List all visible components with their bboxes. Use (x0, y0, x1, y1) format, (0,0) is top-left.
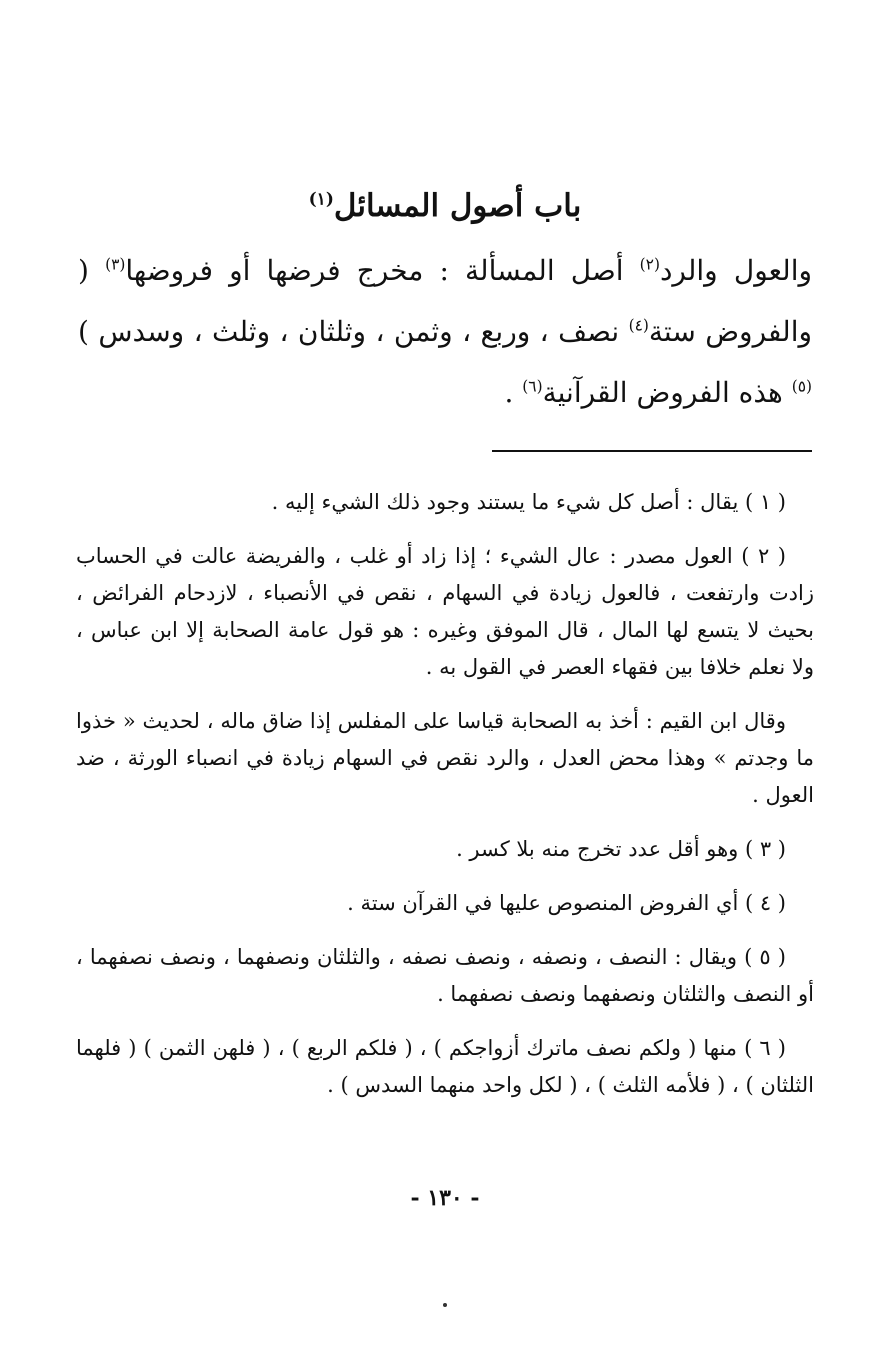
footnotes-section (76, 484, 814, 1121)
footnote-5: ( ٥ ) ويقال : النصف ، ونصفه ، ونصف نصفه ، والثلثان ونصفهما ، ونصف نصفهما ، أو النصف والثلثان ونصفهما ونصف نصفهما . (76, 945, 814, 1006)
main-text-part-3: ( والفروض ستة (78, 254, 813, 348)
main-text-part-2: أصل المسألة : مخرج فرضها أو فروضها (125, 254, 640, 287)
footnote-ref-3: (٣) (105, 255, 126, 274)
main-text-part-4: نصف ، وربع ، وثمن ، وثلثان ، وثلث ، وسدس ) (78, 315, 629, 348)
footnote-4: ( ٤ ) أي الفروض المنصوص عليها في القرآن ستة . (347, 891, 786, 915)
footnote-ref-1: (١) (308, 189, 334, 210)
chapter-title-text: باب أصول المسائل (333, 188, 582, 224)
footnote-6: ( ٦ ) منها ( ولكم نصف ماترك أزواجكم ) ، ( فلكم الربع ) ، ( فلهن الثمن ) ( فلهما الثلثان ) ، ( فلأمه الثلث ) ، ( لكل واحد منهما السدس ) . (76, 1036, 814, 1097)
footnote-ref-2: (٢) (639, 255, 660, 274)
main-text-part-5: هذه الفروض القرآنية (542, 376, 792, 409)
footnote-separator (492, 450, 812, 452)
main-text-part-6: . (504, 376, 523, 409)
footnote-1: ( ١ ) يقال : أصل كل شيء ما يستند وجود ذلك الشيء إليه . (271, 490, 786, 514)
main-text (78, 240, 812, 423)
paper-speck (443, 1303, 447, 1307)
footnote-ref-4: (٤) (628, 316, 649, 335)
chapter-title (0, 180, 890, 232)
footnote-2: ( ٢ ) العول مصدر : عال الشيء ؛ إذا زاد أو غلب ، والفريضة عالت في الحساب زادت وارتفعت ، فالعول زيادة في السهام ، نقص في الأنصباء ، لازدحام الفرائض ، بحيث لا يتسع لها المال ، قال الموفق وغيره : هو قول عامة الصحابة إلا ابن عباس ، ولا نعلم خلافا بين فقهاء العصر في القول به . (76, 544, 814, 679)
footnote-2-continued: وقال ابن القيم : أخذ به الصحابة قياسا على المفلس إذا ضاق ماله ، لحديث « خذوا ما وجدتم » وهذا محض العدل ، والرد نقص في السهام زيادة في انصباء الورثة ، ضد العول . (76, 709, 814, 807)
footnote-ref-6: (٦) (522, 377, 543, 396)
footnote-ref-5: (٥) (791, 377, 812, 396)
main-text-part-1: والعول والرد (659, 254, 812, 287)
page-number: - ١٣٠ - (410, 1185, 480, 1211)
footnote-3: ( ٣ ) وهو أقل عدد تخرج منه بلا كسر . (456, 837, 786, 861)
